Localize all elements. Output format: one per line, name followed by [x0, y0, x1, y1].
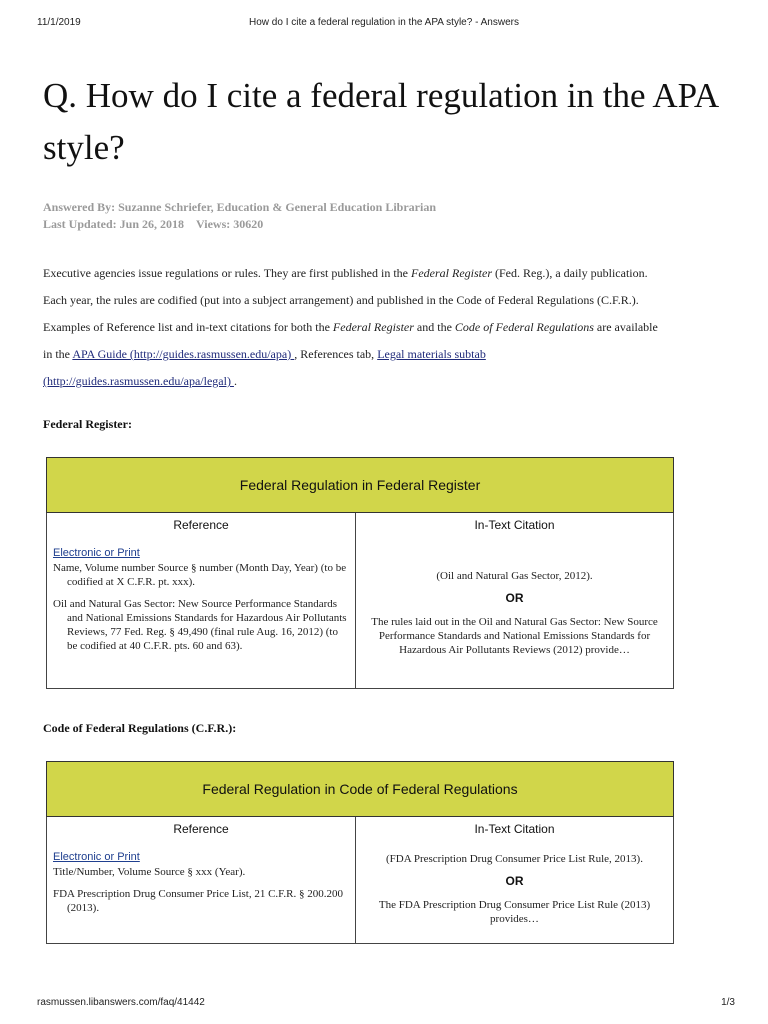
reference-example: Oil and Natural Gas Sector: New Source Performance Standards and National Emissions Standards for Hazardous Air Pollutants Reviews, 77 Fed. Reg. § 49,490 (final rule Aug. 16, 2012) (to be codified at 40 C.F.R. pts. 60 and 63). [53, 598, 347, 652]
legal-materials-url-link[interactable]: (http://guides.rasmussen.edu/apa/legal) [43, 374, 234, 388]
reference-cell [47, 817, 356, 944]
last-updated: Last Updated: Jun 26, 2018 [43, 217, 185, 231]
answer-body [43, 260, 743, 395]
paragraph-line: Executive agencies issue regulations or rules. They are first published in the Federal Register (Fed. Reg.), a daily publication. [43, 266, 648, 280]
electronic-or-print-label: Electronic or Print [53, 851, 140, 863]
print-date: 11/1/2019 [37, 17, 81, 28]
print-header-title: How do I cite a federal regulation in the APA style? - Answers [249, 17, 519, 28]
column-header-reference: Reference [173, 822, 229, 836]
intext-example-1: (Oil and Natural Gas Sector, 2012). [436, 570, 593, 582]
paragraph-line: Each year, the rules are codified (put into a subject arrangement) and published in the Code of Federal Regulations (C.F.R.). [43, 293, 639, 307]
table-title: Federal Regulation in Federal Register [47, 458, 674, 513]
column-header-intext: In-Text Citation [474, 518, 555, 532]
federal-register-table [46, 457, 674, 689]
table-title: Federal Regulation in Code of Federal Regulations [47, 762, 674, 817]
apa-guide-link[interactable]: APA Guide (http://guides.rasmussen.edu/apa) [72, 347, 295, 361]
section-label-federal-register: Federal Register: [43, 417, 132, 431]
reference-template: Title/Number, Volume Source § xxx (Year). [53, 866, 246, 878]
cfr-table [46, 761, 674, 944]
intext-example-2: The rules laid out in the Oil and Natural Gas Sector: New Source Performance Standards and National Emissions Standards for Hazardous Air Pollutants Reviews (2012) provide… [371, 616, 658, 656]
or-label: OR [505, 874, 524, 888]
column-header-intext: In-Text Citation [474, 822, 555, 836]
reference-template: Name, Volume number Source § number (Month Day, Year) (to be codified at X C.F.R. pt. xxx). [53, 562, 347, 588]
intext-cell [356, 513, 674, 689]
answer-meta [43, 199, 436, 233]
page-title: Q. How do I cite a federal regulation in the APA style? [43, 76, 718, 167]
electronic-or-print-label: Electronic or Print [53, 547, 140, 559]
page-number: 1/3 [721, 997, 735, 1008]
intext-example-1: (FDA Prescription Drug Consumer Price List Rule, 2013). [386, 853, 643, 865]
paragraph-line: (http://guides.rasmussen.edu/apa/legal) . [43, 374, 237, 388]
reference-cell [47, 513, 356, 689]
update-info [43, 216, 436, 233]
answered-by: Answered By: Suzanne Schriefer, Education & General Education Librarian [43, 200, 437, 214]
reference-example: FDA Prescription Drug Consumer Price List, 21 C.F.R. § 200.200 (2013). [53, 888, 344, 914]
section-label-cfr: Code of Federal Regulations (C.F.R.): [43, 721, 237, 735]
paragraph-line: in the APA Guide (http://guides.rasmussen.edu/apa) , References tab, Legal materials subtab [43, 347, 486, 361]
or-label: OR [505, 591, 524, 605]
legal-materials-link[interactable]: Legal materials subtab [377, 347, 486, 361]
intext-cell [356, 817, 674, 944]
footer-url: rasmussen.libanswers.com/faq/41442 [37, 997, 205, 1008]
views-count: Views: 30620 [196, 217, 264, 231]
paragraph-line: Examples of Reference list and in-text citations for both the Federal Register and the Code of Federal Regulations are available [43, 320, 658, 334]
intext-example-2: The FDA Prescription Drug Consumer Price List Rule (2013) provides… [378, 899, 651, 925]
column-header-reference: Reference [173, 518, 229, 532]
